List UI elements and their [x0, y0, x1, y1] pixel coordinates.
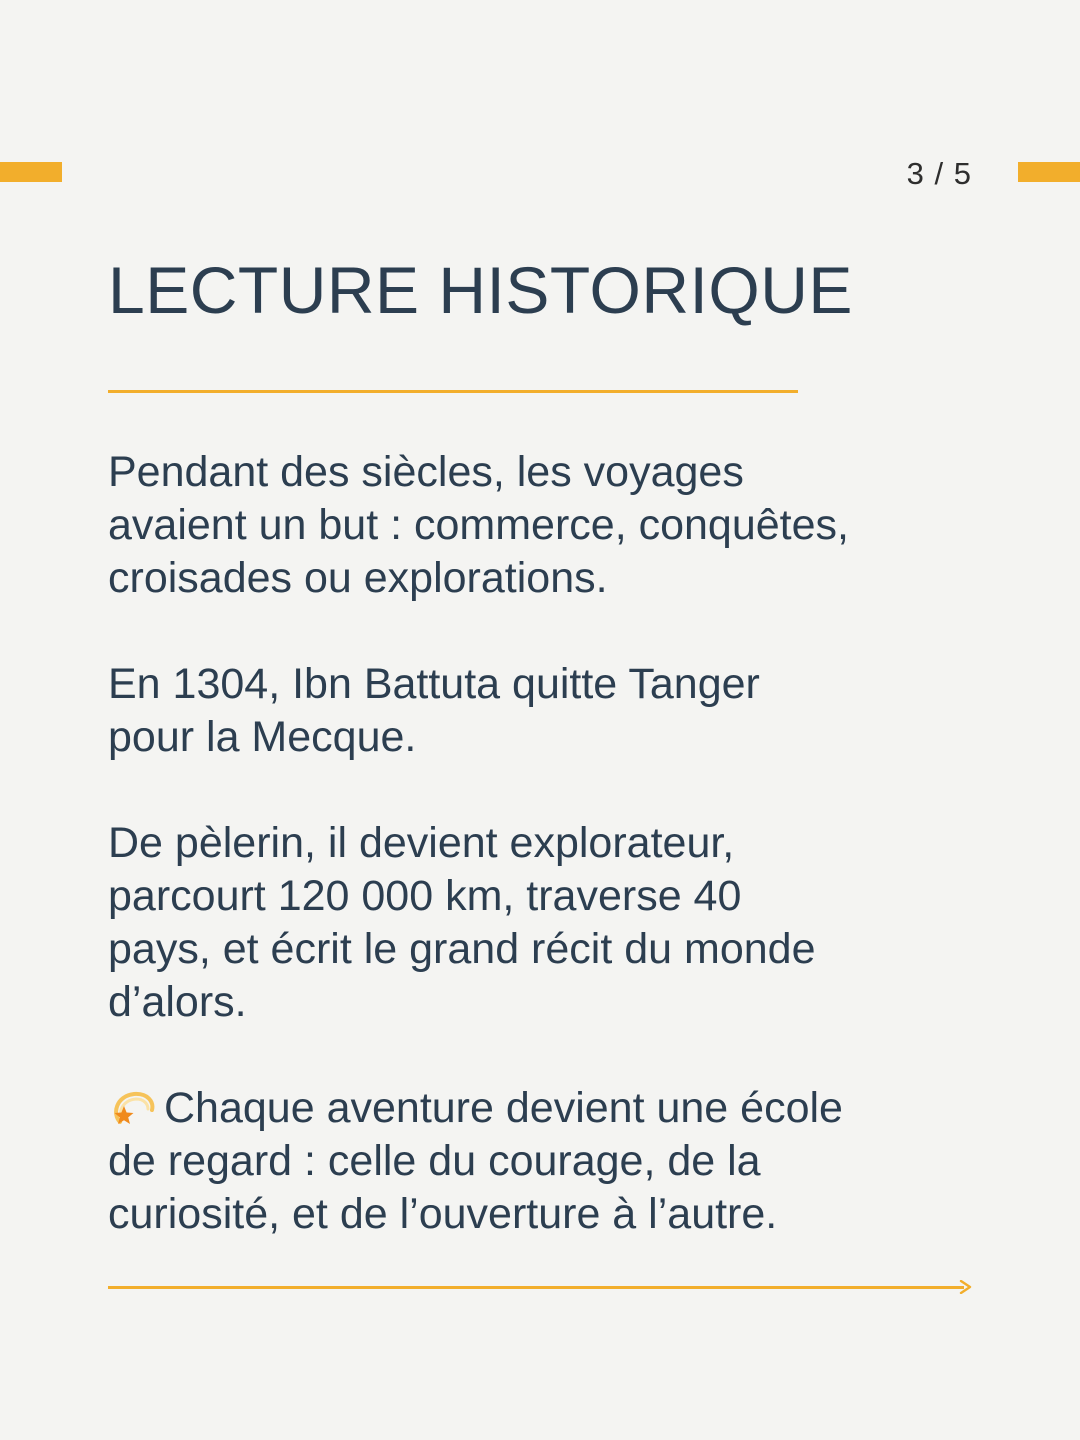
left-accent-bar	[0, 162, 62, 182]
body-text	[108, 446, 928, 1241]
shooting-star-icon	[108, 1088, 156, 1128]
arrow-right-icon[interactable]	[958, 1280, 972, 1294]
paragraph-3: De pèlerin, il devient explorateur, parcourt 120 000 km, traverse 40 pays, et écrit le grand récit du monde d’alors.	[108, 819, 816, 1026]
page-counter: 3 / 5	[906, 156, 972, 191]
paragraph-2: En 1304, Ibn Battuta quitte Tanger pour la Mecque.	[108, 660, 760, 761]
bottom-divider	[108, 1286, 964, 1289]
paragraph-1: Pendant des siècles, les voyages avaient un but : commerce, conquêtes, croisades ou explorations.	[108, 448, 849, 602]
right-accent-bar	[1018, 162, 1080, 182]
paragraph-4-text: Chaque aventure devient une école de regard : celle du courage, de la curiosité, et de l’ouverture à l’autre.	[108, 1084, 843, 1238]
page-title: LECTURE HISTORIQUE	[108, 253, 853, 327]
title-divider	[108, 390, 798, 393]
paragraph-4	[108, 1082, 928, 1241]
